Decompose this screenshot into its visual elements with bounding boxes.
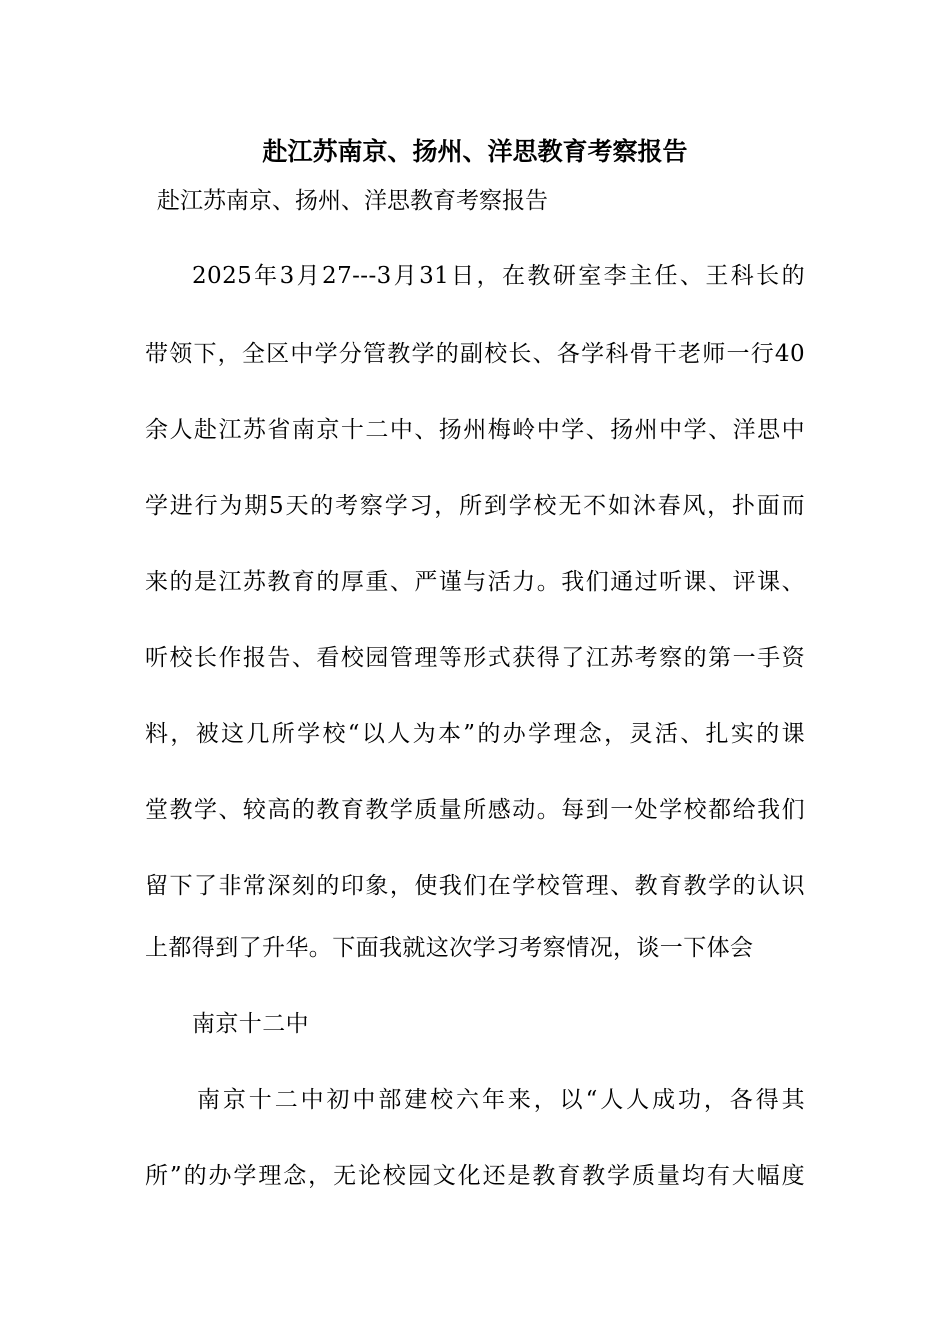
paragraph-line: 料，被这几所学校“以人为本”的办学理念，灵活、扎实的课: [145, 721, 805, 747]
paragraph-line: 所”的办学理念，无论校园文化还是教育教学质量均有大幅度: [145, 1163, 805, 1189]
paragraph-line: 留下了非常深刻的印象，使我们在学校管理、教育教学的认识: [145, 873, 805, 899]
paragraph-line: 2025年3月27---3月31日，在教研室李主任、王科长的: [192, 263, 805, 289]
paragraph-line: 来的是江苏教育的厚重、严谨与活力。我们通过听课、评课、: [145, 569, 805, 595]
document-title: 赴江苏南京、扬州、洋思教育考察报告: [262, 137, 688, 166]
paragraph-line: 上都得到了升华。下面我就这次学习考察情况，谈一下体会: [145, 935, 754, 961]
paragraph-line: 余人赴江苏省南京十二中、扬州梅岭中学、扬州中学、洋思中: [145, 417, 805, 443]
paragraph-line: 带领下，全区中学分管教学的副校长、各学科骨干老师一行40: [145, 341, 805, 367]
paragraph-line: 听校长作报告、看校园管理等形式获得了江苏考察的第一手资: [145, 645, 805, 671]
document-subtitle: 赴江苏南京、扬州、洋思教育考察报告: [157, 188, 548, 214]
paragraph-line: 南京十二中初中部建校六年来，以“人人成功，各得其: [197, 1087, 805, 1113]
paragraph-line: 学进行为期5天的考察学习，所到学校无不如沐春风，扑面而: [145, 493, 805, 519]
section-heading: 南京十二中: [192, 1011, 309, 1037]
paragraph-line: 堂教学、较高的教育教学质量所感动。每到一处学校都给我们: [145, 797, 805, 823]
